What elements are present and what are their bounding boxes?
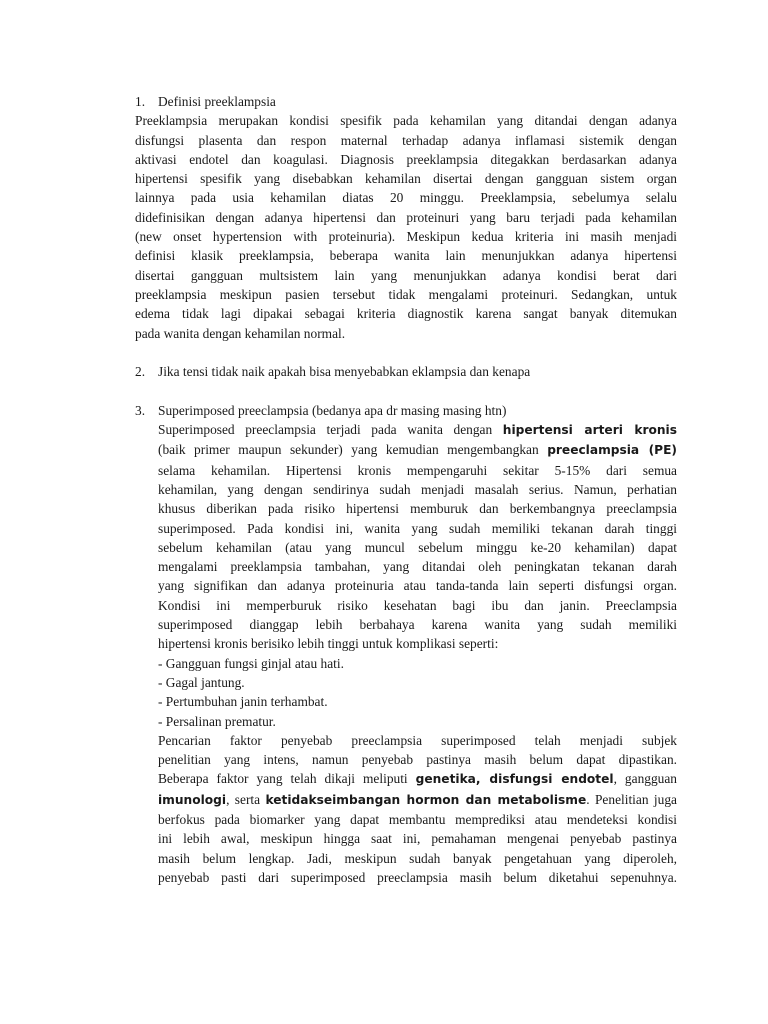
paragraph-line: Preeklampsia merupakan kondisi spesifik pada kehamilan yang ditandai dengan adanya: [135, 113, 677, 129]
paragraph-line: disertai gangguan multsistem lain yang menunjukkan adanya kondisi berat dari: [135, 267, 677, 283]
paragraph-line: (new onset hypertension with proteinuria). Meskipun kedua kriteria ini masih menjadi: [135, 229, 677, 245]
paragraph-line: edema tidak lagi dipakai sebagai kriteria diagnostik karena sangat banyak ditemukan: [135, 306, 677, 322]
paragraph-line: Pencarian faktor penyebab preeclampsia superimposed telah menjadi subjek: [158, 732, 677, 748]
paragraph-line: mengalami preeklampsia tambahan, yang ditandai oleh peningkatan tekanan darah: [158, 559, 677, 575]
bold-term: genetika, disfungsi endotel: [415, 772, 614, 787]
text-run: , gangguan: [613, 771, 677, 787]
document-page: [135, 92, 677, 887]
paragraph-line: definisi klasik preeklampsia, beberapa wanita lain menunjukkan adanya hipertensi: [135, 248, 677, 264]
section-3-body: [158, 420, 677, 887]
text-run: . Penelitian juga: [586, 791, 677, 807]
section-2-number: 2.: [135, 364, 146, 380]
paragraph-line: didefinisikan dengan adanya hipertensi dan proteinuri yang baru terjadi pada kehamilan: [135, 209, 677, 225]
paragraph-line: hipertensi spesifik yang disebabkan kehamilan disertai dengan gangguan sistem organ: [135, 171, 677, 187]
paragraph-line: penyebab pasti dari superimposed preeclampsia masih belum diketahui sepenuhnya.: [158, 869, 677, 885]
paragraph-line: Kondisi ini memperburuk risiko kesehatan bagi ibu dan janin. Preeclampsia: [158, 597, 677, 613]
spacer: [135, 381, 677, 400]
paragraph-line: preeklampsia meskipun pasien tersebut tidak mengalami proteinuri. Sedangkan, untuk: [135, 286, 677, 302]
paragraph-line: [158, 790, 677, 810]
paragraph-line: disfungsi plasenta dan respon maternal terhadap adanya inflamasi sistemik dengan: [135, 132, 677, 148]
list-item: - Persalinan prematur.: [158, 713, 276, 729]
paragraph-line: [158, 420, 677, 440]
bold-term: hipertensi arteri kronis: [502, 423, 677, 438]
bold-term: preeclampsia (PE): [547, 443, 677, 458]
section-1-number: 1.: [135, 94, 146, 109]
text-run: , serta: [226, 791, 266, 807]
paragraph-line: ini lebih awal, meskipun hingga saat ini, pemahaman mengenai penyebab pastinya: [158, 831, 677, 847]
section-2-heading: [135, 362, 677, 381]
paragraph-line: superimposed dianggap lebih berbahaya karena wanita yang sudah memiliki: [158, 617, 677, 633]
paragraph-line: lainnya pada usia kehamilan diatas 20 minggu. Preeklampsia, sebelumya selalu: [135, 190, 677, 206]
paragraph-line: [158, 769, 677, 789]
paragraph-line: [158, 440, 677, 460]
text-run: Superimposed preeclampsia terjadi pada wanita dengan: [158, 422, 503, 438]
paragraph-line: berfokus pada biomarker yang dapat membantu memprediksi atau mendeteksi kondisi: [158, 811, 677, 827]
text-run: Beberapa faktor yang telah dikaji meliputi: [158, 771, 416, 787]
paragraph-line: khusus diberikan pada risiko hipertensi memburuk dan berkembangnya preeclampsia: [158, 501, 677, 517]
bold-term: ketidakseimbangan hormon dan metabolisme: [265, 792, 587, 807]
paragraph-line: aktivasi endotel dan koagulasi. Diagnosis preeklampsia ditegakkan berdasarkan adanya: [135, 151, 677, 167]
text-run: (baik primer maupun sekunder) yang kemudian mengembangkan: [158, 442, 548, 458]
section-1-paragraph: [135, 111, 677, 343]
paragraph-line: penelitian yang intens, namun penyebab pastinya masih belum dapat dipastikan.: [158, 752, 677, 768]
paragraph-line: sebelum kehamilan (atau yang muncul sebelum minggu ke-20 kehamilan) dapat: [158, 539, 677, 555]
list-item: - Pertumbuhan janin terhambat.: [158, 694, 328, 710]
section-1-heading: [135, 92, 677, 111]
paragraph-line: hipertensi kronis berisiko lebih tinggi untuk komplikasi seperti:: [158, 636, 499, 652]
section-2-title: Jika tensi tidak naik apakah bisa menyebabkan eklampsia dan kenapa: [158, 364, 531, 380]
section-1-title: Definisi preeklampsia: [158, 94, 276, 109]
bold-term: imunologi: [158, 792, 227, 807]
section-3-title: Superimposed preeclampsia (bedanya apa dr masing masing htn): [158, 402, 507, 418]
paragraph-line: masih belum lengkap. Jadi, meskipun sudah banyak pengetahuan yang diperoleh,: [158, 850, 677, 866]
paragraph-line: selama kehamilan. Hipertensi kronis mempengaruhi sekitar 5-15% dari semua: [158, 462, 677, 478]
paragraph-line: superimposed. Pada kondisi ini, wanita yang sudah memiliki tekanan darah tinggi: [158, 520, 677, 536]
paragraph-line: kehamilan, yang dengan sendirinya sudah menjadi masalah serius. Namun, perhatian: [158, 481, 677, 497]
section-3-heading: [135, 401, 677, 420]
spacer: [135, 343, 677, 362]
list-item: - Gangguan fungsi ginjal atau hati.: [158, 655, 344, 671]
paragraph-line: yang signifikan dan adanya proteinuria atau tanda-tanda lain seperti disfungsi organ.: [158, 578, 677, 594]
section-3-number: 3.: [135, 402, 146, 418]
list-item: - Gagal jantung.: [158, 674, 245, 690]
paragraph-line: pada wanita dengan kehamilan normal.: [135, 325, 346, 341]
